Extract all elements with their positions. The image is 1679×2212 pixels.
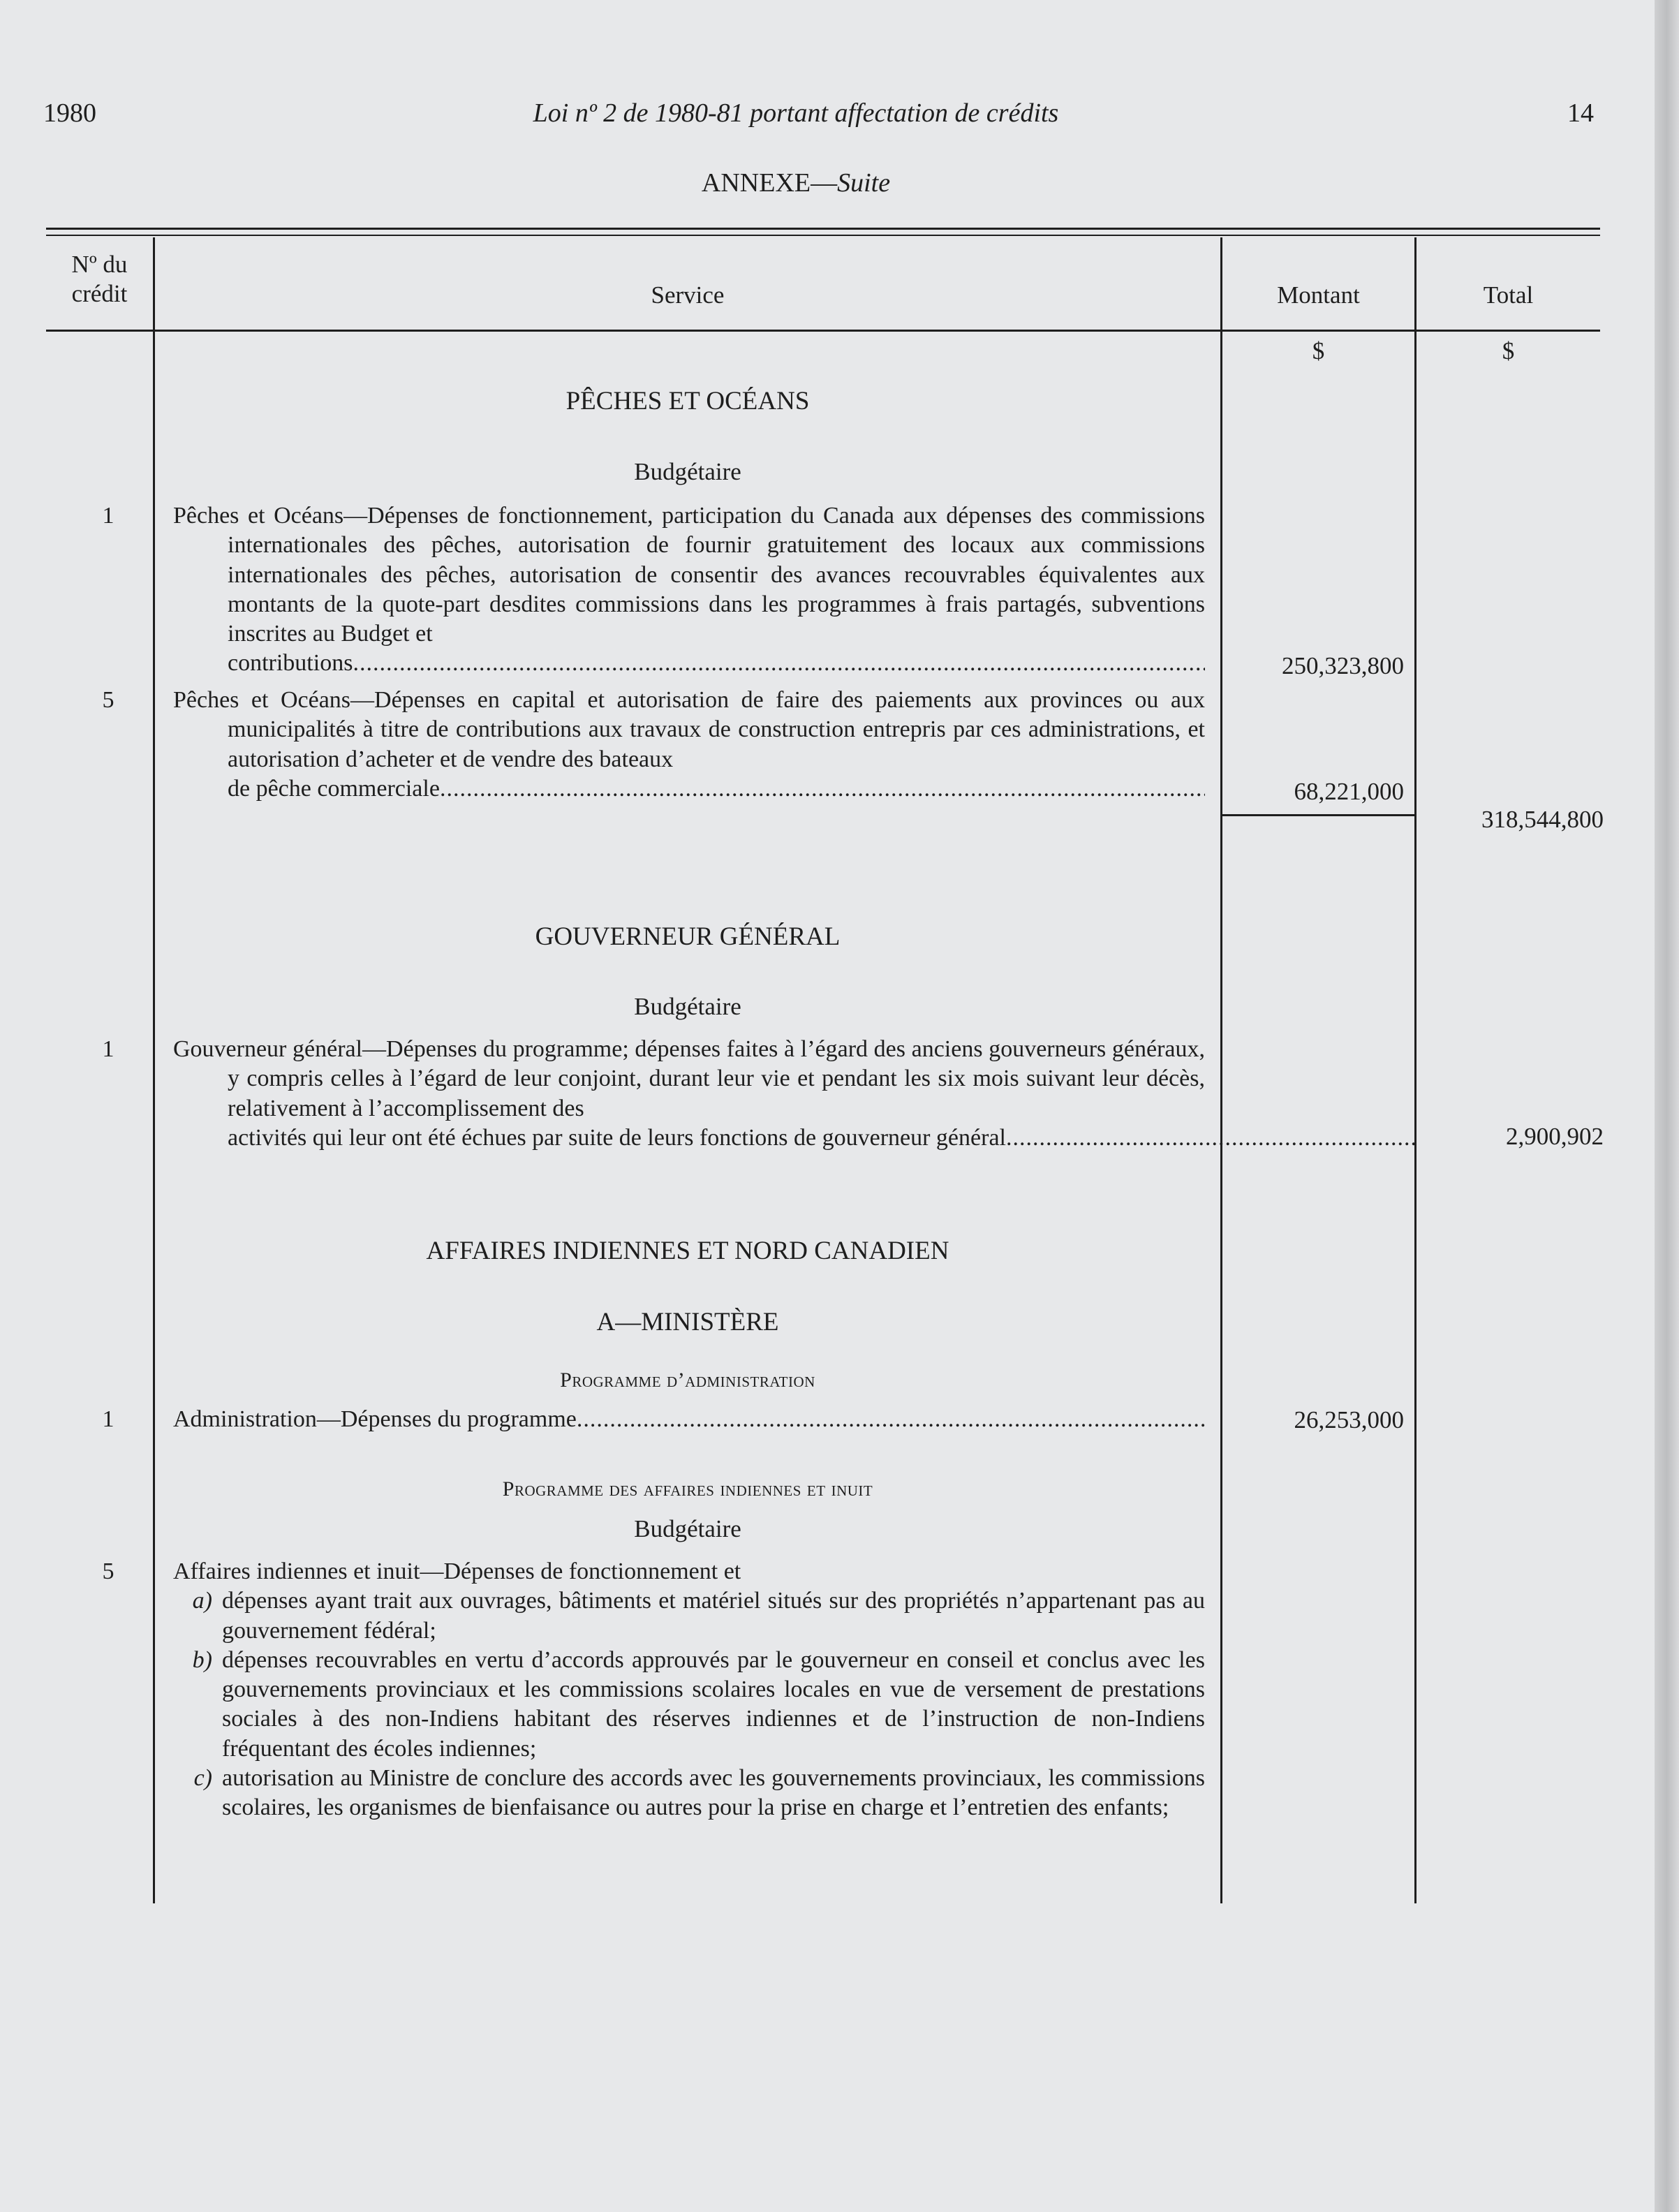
list-item-label: c) (193, 1765, 212, 1792)
credit-number: 1 (102, 1036, 114, 1062)
dot-leader (440, 774, 1205, 804)
col-header-service: Service (651, 281, 725, 309)
col-header-credit (46, 250, 153, 309)
section-subtitle-ministere: A—MINISTÈRE (596, 1308, 779, 1336)
annex-heading (0, 168, 1592, 198)
credit-peches-5-last (173, 774, 1205, 804)
list-item-label: b) (192, 1646, 212, 1673)
annex-suffix: Suite (837, 168, 891, 198)
credit-number: 1 (102, 503, 114, 529)
list-item (173, 1586, 1205, 1646)
header-title-row (0, 98, 1592, 128)
table-top-rule-2 (46, 235, 1600, 236)
credit-peches-1-last-text: contributions (228, 650, 353, 677)
credit-affaires-1-text: Administration—Dépenses du programme (173, 1406, 577, 1432)
amount-peches-1: 250,323,800 (1282, 652, 1404, 679)
credit-affaires-5 (173, 1557, 1205, 1823)
dot-leader (577, 1405, 1205, 1434)
section-title-affaires: AFFAIRES INDIENNES ET NORD CANADIEN (426, 1237, 949, 1265)
list-item-text: dépenses recouvrables en vertu d’accords approuvés par le gouverneur en conseil et conclus avec les gouvernements provinciaux et les commissions scolaires locales en vue de versement de prestations sociales à des non-Indiens habitant des réserves indiennes et de l’instruction de non-Indiens fréquentant des écoles indiennes; (222, 1646, 1205, 1762)
credit-peches-5-text: Pêches et Océans—Dépenses en capital et autorisation de faire des paiements aux provinces ou aux municipalités à titre de contributions aux travaux de construction entrepris par ces administrations, et autorisation d’acheter et de vendre des bateaux (173, 687, 1205, 772)
list-item-text: autorisation au Ministre de conclure des accords avec les gouvernements provinciaux, les commissions scolaires, les organismes de bienfaisance ou autres pour la prise en charge et l’entretien des enfants; (222, 1765, 1205, 1821)
list-item-text: dépenses ayant trait aux ouvrages, bâtiments et matériel situés sur des propriétés n’appartenant pas au gouvernement fédéral; (222, 1588, 1205, 1644)
credit-gouverneur-1-last-text: activités qui leur ont été échues par suite de leurs fonctions de gouverneur général (228, 1124, 1006, 1151)
credit-peches-5 (173, 686, 1205, 804)
credit-number: 1 (102, 1406, 114, 1432)
total-peches: 318,544,800 (1481, 806, 1604, 833)
credit-gouverneur-1 (173, 1035, 1414, 1153)
list-item (173, 1646, 1205, 1764)
dot-leader (353, 649, 1205, 678)
section-title-peches: PÊCHES ET OCÉANS (565, 387, 810, 415)
subtotal-rule (1220, 814, 1417, 816)
program-heading-admin: Programme d’administration (560, 1369, 815, 1392)
credit-affaires-1-line (173, 1405, 1205, 1434)
col-header-credit-line1: Nº du (71, 251, 128, 278)
credit-gouverneur-1-text: Gouverneur général—Dépenses du programme; dépenses faites à l’égard des anciens gouverneurs généraux, y compris celles à l’égard de leur conjoint, durant leur vie et pendant les six mois suivant leur décès, relativement à l’accomplissement des (173, 1036, 1205, 1121)
credit-peches-1-text: Pêches et Océans—Dépenses de fonctionnement, participation du Canada aux dépenses des commissions internationales des pêches, autorisation de fournir gratuitement des locaux aux commissions internationales des pêches, autorisation de consentir des avances recouvrables équivalentes aux montants de la quote-part desdites commissions dans les programmes à frais partagés, subventions inscrites au Budget et (173, 503, 1205, 647)
list-item-label: a) (192, 1588, 212, 1614)
col-header-total: Total (1483, 281, 1534, 309)
credit-peches-1 (173, 501, 1205, 679)
credit-gouverneur-1-last (173, 1123, 1414, 1153)
dot-leader (1006, 1123, 1414, 1153)
col-header-montant: Montant (1277, 281, 1360, 309)
col-header-credit-line2: crédit (71, 280, 128, 307)
table-header-rule (46, 330, 1600, 332)
col-divider-total (1414, 237, 1417, 1903)
currency-montant: $ (1312, 337, 1325, 364)
program-heading-inuit: Programme des affaires indiennes et inuit (502, 1477, 873, 1501)
header-title: Loi nº 2 de 1980-81 portant affectation de crédits (533, 98, 1059, 128)
table-top-rule (46, 228, 1600, 230)
amount-affaires-1: 26,253,000 (1294, 1406, 1404, 1433)
amount-peches-5: 68,221,000 (1294, 778, 1404, 805)
total-gouverneur: 2,900,902 (1506, 1123, 1604, 1150)
section-title-gouverneur: GOUVERNEUR GÉNÉRAL (535, 922, 841, 951)
currency-total: $ (1502, 337, 1515, 364)
book-gutter-edge (1655, 0, 1679, 2212)
col-divider-credit (153, 237, 155, 1903)
annex-label: ANNEXE— (701, 168, 838, 198)
credit-affaires-5-intro: Affaires indiennes et inuit—Dépenses de fonctionnement et (173, 1558, 741, 1584)
credit-peches-1-last (173, 649, 1205, 678)
section-subtitle-gouverneur: Budgétaire (634, 993, 741, 1020)
list-item (173, 1764, 1205, 1823)
section-subtitle-budget: Budgétaire (634, 1515, 741, 1542)
credit-affaires-1 (173, 1405, 1205, 1434)
credit-number: 5 (102, 687, 114, 713)
credit-peches-5-last-text: de pêche commerciale (228, 775, 440, 802)
section-subtitle-peches: Budgétaire (634, 458, 741, 485)
header-year: 1980 (43, 98, 96, 128)
credit-number: 5 (102, 1558, 114, 1584)
header-page-number: 14 (1567, 98, 1594, 128)
